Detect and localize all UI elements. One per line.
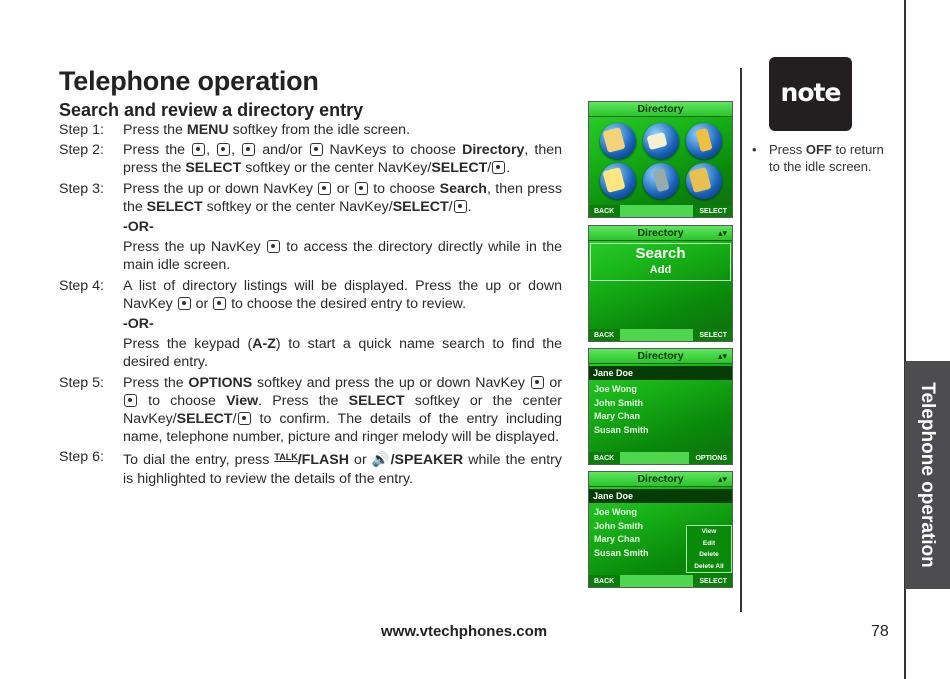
navkey-up-icon xyxy=(267,240,280,253)
step-number: Step 1: xyxy=(59,122,104,138)
softkey-bar xyxy=(589,205,732,217)
section-subtitle: Search and review a directory entry xyxy=(59,100,364,120)
note-badge: note xyxy=(769,57,852,131)
step-text: Press the , , and/or NavKeys to choose Directory, then press the SELECT softkey or the center NavKey/SELECT/ . xyxy=(123,142,563,177)
email-icon xyxy=(643,123,679,159)
add-option[interactable]: Add xyxy=(649,264,672,276)
select-softkey[interactable]: SELECT xyxy=(699,207,727,215)
navkey-down-icon xyxy=(217,143,230,156)
list-item[interactable]: John Smith xyxy=(594,397,643,408)
navkey-up-icon xyxy=(531,376,544,389)
step-5 xyxy=(59,374,562,447)
softkey-bar xyxy=(589,575,732,587)
navkey-center-icon xyxy=(454,200,467,213)
notepad-icon xyxy=(600,163,636,199)
step-number: Step 5: xyxy=(59,374,104,391)
select-softkey[interactable]: SELECT xyxy=(699,577,727,585)
step-number: Step 2: xyxy=(59,142,104,159)
steps-list xyxy=(59,121,562,490)
menu-icon-grid xyxy=(589,117,732,205)
navkey-down-icon xyxy=(355,182,368,195)
section-side-tab xyxy=(905,361,950,589)
back-softkey[interactable]: BACK xyxy=(594,454,615,462)
options-popup-menu xyxy=(686,525,732,573)
bullet: • xyxy=(752,142,757,157)
step-4 xyxy=(59,277,562,313)
side-tab-label: Telephone operation xyxy=(917,382,938,568)
scroll-arrows-icon: ▴▾ xyxy=(717,228,727,238)
navkey-down-icon xyxy=(213,297,226,310)
step-3 xyxy=(59,180,562,216)
list-item[interactable]: Joe Wong xyxy=(594,384,637,394)
list-item-selected[interactable]: Jane Doe xyxy=(589,489,732,503)
navkey-right-icon xyxy=(310,143,323,156)
phone-icon xyxy=(643,163,679,199)
step-6 xyxy=(59,448,562,487)
list-item[interactable]: Joe Wong xyxy=(594,507,637,517)
navkey-down-icon xyxy=(124,394,137,407)
step-number: Step 4: xyxy=(59,277,104,294)
list-item[interactable]: Mary Chan xyxy=(594,411,641,421)
speaker-icon: 🔊 xyxy=(371,452,391,469)
list-item[interactable]: John Smith xyxy=(594,520,643,531)
softkey-bar xyxy=(589,452,732,464)
phone-screen-options xyxy=(588,471,733,588)
phone-screen-menu xyxy=(588,101,733,218)
softkey-bar xyxy=(589,329,732,341)
navkey-center-icon xyxy=(238,412,251,425)
screen-header: Directory ▴▾ xyxy=(589,226,732,241)
step-text: Press the up or down NavKey or to choose Search, then press the SELECT softkey or the center NavKey/SELECT/ . xyxy=(123,180,562,215)
phone-screen-search xyxy=(588,225,733,342)
step-alt-text: Press the keypad (A-Z) to start a quick name search to find the desired entry. xyxy=(123,336,563,371)
select-softkey[interactable]: SELECT xyxy=(699,331,727,339)
search-option-highlight[interactable] xyxy=(590,243,731,281)
footer-url: www.vtechphones.com xyxy=(381,623,548,640)
step-1 xyxy=(59,121,562,139)
step-text: To dial the entry, press $^{TALK}$/FLASH or 🔊/SPEAKER while the entry is highlighted to review the details of the entry. xyxy=(123,452,563,487)
list-item-selected[interactable]: Jane Doe xyxy=(589,366,732,380)
talk-flash-icon: TALK xyxy=(274,452,298,463)
or-separator: -OR- xyxy=(123,219,154,236)
step-number: Step 6: xyxy=(59,449,104,466)
step-text: A list of directory listings will be displayed. Press the up or down NavKey or to choose the desired entry to review. xyxy=(123,277,562,312)
navkey-up-icon xyxy=(178,297,191,310)
settings-icon xyxy=(686,163,722,199)
column-divider xyxy=(740,68,742,612)
or-separator: -OR- xyxy=(123,316,154,333)
screen-header: Directory ▴▾ xyxy=(589,349,732,364)
options-softkey[interactable]: OPTIONS xyxy=(695,454,727,462)
back-softkey[interactable]: BACK xyxy=(594,207,615,215)
navkey-up-icon xyxy=(318,182,331,195)
navkey-up-icon xyxy=(192,143,205,156)
step-2 xyxy=(59,141,562,177)
music-icon xyxy=(686,123,722,159)
step-text: Press the OPTIONS softkey and press the up or down NavKey or to choose View. Press the SELECT softkey or the center NavKey/SELECT/ to confirm. The details of the entry including name, telephone number, picture and ringer melody will be displayed. xyxy=(123,374,562,446)
screen-header: Directory xyxy=(589,102,732,117)
step-text: Press the MENU softkey from the idle screen. xyxy=(123,122,411,138)
note-text: • Press OFF to return to the idle screen. xyxy=(752,142,884,174)
step-alt-text: Press the up NavKey to access the directory directly while in the main idle screen. xyxy=(123,239,562,274)
navkey-center-icon xyxy=(492,161,505,174)
back-softkey[interactable]: BACK xyxy=(594,577,615,585)
scroll-arrows-icon: ▴▾ xyxy=(717,351,727,361)
phonebook-icon xyxy=(600,123,636,159)
menu-item-delete-all[interactable]: Delete All xyxy=(694,562,724,570)
phone-screen-list xyxy=(588,348,733,465)
page-title: Telephone operation xyxy=(59,66,319,96)
step-number: Step 3: xyxy=(59,180,104,197)
list-item[interactable]: Susan Smith xyxy=(594,424,649,435)
screen-header: Directory ▴▾ xyxy=(589,472,732,487)
list-item[interactable]: Susan Smith xyxy=(594,547,649,558)
scroll-arrows-icon: ▴▾ xyxy=(717,474,727,484)
menu-item-view[interactable]: View xyxy=(701,528,717,535)
menu-item-delete[interactable]: Delete xyxy=(699,551,719,558)
menu-item-edit[interactable]: Edit xyxy=(702,539,716,547)
page-number: 78 xyxy=(871,623,889,640)
navkey-left-icon xyxy=(242,143,255,156)
back-softkey[interactable]: BACK xyxy=(594,331,615,339)
search-option[interactable]: Search xyxy=(635,245,686,262)
list-item[interactable]: Mary Chan xyxy=(594,534,641,544)
